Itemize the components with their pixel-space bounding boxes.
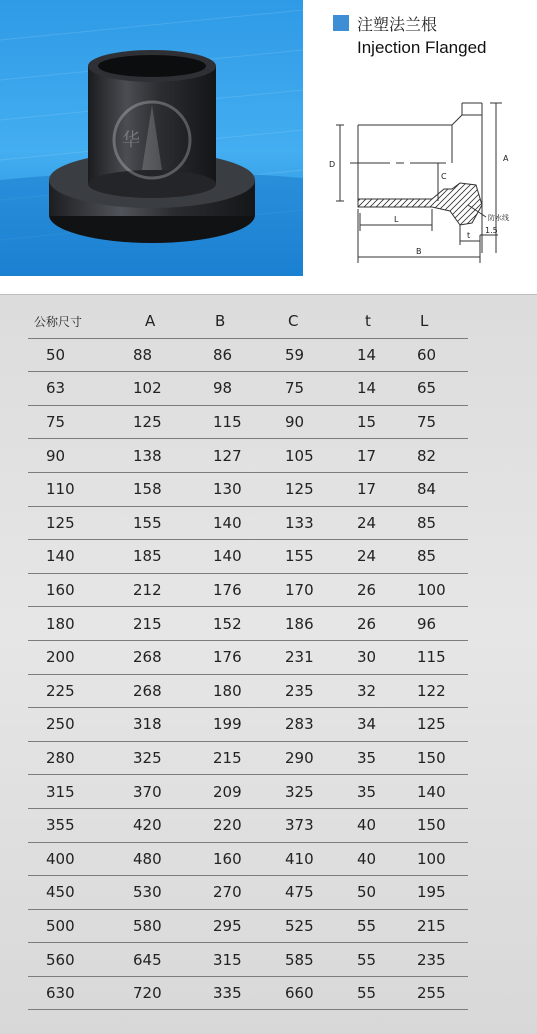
- cell-t: 34: [357, 708, 417, 742]
- cell-t: 17: [357, 472, 417, 506]
- cell-c: 585: [285, 943, 357, 977]
- cell-b: 215: [213, 741, 285, 775]
- cell-l: 235: [417, 943, 468, 977]
- table-row: [28, 876, 468, 910]
- cell-c: 290: [285, 741, 357, 775]
- cell-l: 125: [417, 708, 468, 742]
- cell-a: 215: [133, 607, 213, 641]
- table-body: [28, 338, 468, 1010]
- cell-nominal-size: 450: [28, 876, 133, 910]
- cell-t: 14: [357, 372, 417, 406]
- table-row: [28, 472, 468, 506]
- table-row: [28, 338, 468, 372]
- cell-t: 14: [357, 338, 417, 372]
- cell-c: 125: [285, 472, 357, 506]
- cell-nominal-size: 75: [28, 405, 133, 439]
- technical-diagram: [320, 95, 530, 270]
- table-row: [28, 741, 468, 775]
- cell-nominal-size: 90: [28, 439, 133, 473]
- cell-a: 530: [133, 876, 213, 910]
- waterproof-label: 防水线: [488, 214, 509, 222]
- cell-nominal-size: 500: [28, 909, 133, 943]
- cell-a: 480: [133, 842, 213, 876]
- cell-c: 90: [285, 405, 357, 439]
- cell-a: 185: [133, 540, 213, 574]
- cell-c: 235: [285, 674, 357, 708]
- cell-l: 140: [417, 775, 468, 809]
- cell-c: 410: [285, 842, 357, 876]
- cell-a: 720: [133, 976, 213, 1010]
- cell-l: 215: [417, 909, 468, 943]
- cell-t: 24: [357, 540, 417, 574]
- cell-t: 40: [357, 842, 417, 876]
- cell-b: 209: [213, 775, 285, 809]
- cell-nominal-size: 315: [28, 775, 133, 809]
- cell-nominal-size: 400: [28, 842, 133, 876]
- table-row: [28, 976, 468, 1010]
- cell-t: 55: [357, 909, 417, 943]
- cell-nominal-size: 200: [28, 640, 133, 674]
- cell-c: 59: [285, 338, 357, 372]
- dim-label-1-5: 1.5: [485, 226, 498, 235]
- cell-nominal-size: 140: [28, 540, 133, 574]
- cell-a: 155: [133, 506, 213, 540]
- cell-l: 96: [417, 607, 468, 641]
- cell-t: 30: [357, 640, 417, 674]
- cell-b: 199: [213, 708, 285, 742]
- header-nominal-size: 公称尺寸: [28, 305, 133, 338]
- cell-t: 24: [357, 506, 417, 540]
- table-row: [28, 640, 468, 674]
- table-row: [28, 708, 468, 742]
- cell-l: 100: [417, 573, 468, 607]
- table-row: [28, 439, 468, 473]
- cell-l: 82: [417, 439, 468, 473]
- table-header-row: [28, 305, 468, 338]
- watermark-text: 华: [122, 130, 140, 151]
- cell-t: 35: [357, 775, 417, 809]
- cell-nominal-size: 180: [28, 607, 133, 641]
- cell-t: 32: [357, 674, 417, 708]
- cell-a: 318: [133, 708, 213, 742]
- cell-a: 370: [133, 775, 213, 809]
- cell-a: 268: [133, 674, 213, 708]
- cell-l: 195: [417, 876, 468, 910]
- cell-nominal-size: 225: [28, 674, 133, 708]
- cell-c: 133: [285, 506, 357, 540]
- cell-b: 295: [213, 909, 285, 943]
- header-t: t: [357, 305, 417, 338]
- cell-a: 420: [133, 808, 213, 842]
- cell-nominal-size: 125: [28, 506, 133, 540]
- cell-t: 55: [357, 976, 417, 1010]
- cell-b: 127: [213, 439, 285, 473]
- cell-c: 660: [285, 976, 357, 1010]
- table-row: [28, 372, 468, 406]
- cell-b: 140: [213, 540, 285, 574]
- spec-table: [28, 305, 468, 1010]
- cell-t: 50: [357, 876, 417, 910]
- page-title-cn: 注塑法兰根: [357, 14, 438, 34]
- cell-c: 325: [285, 775, 357, 809]
- table-row: [28, 573, 468, 607]
- cell-nominal-size: 630: [28, 976, 133, 1010]
- table-row: [28, 775, 468, 809]
- cell-nominal-size: 355: [28, 808, 133, 842]
- table-row: [28, 808, 468, 842]
- cell-t: 15: [357, 405, 417, 439]
- cell-b: 220: [213, 808, 285, 842]
- cell-l: 60: [417, 338, 468, 372]
- cell-l: 85: [417, 540, 468, 574]
- header-a: A: [133, 305, 213, 338]
- cell-nominal-size: 250: [28, 708, 133, 742]
- table-row: [28, 909, 468, 943]
- cell-nominal-size: 560: [28, 943, 133, 977]
- cell-l: 255: [417, 976, 468, 1010]
- cell-a: 102: [133, 372, 213, 406]
- cell-t: 55: [357, 943, 417, 977]
- cell-a: 138: [133, 439, 213, 473]
- cell-l: 115: [417, 640, 468, 674]
- cell-l: 122: [417, 674, 468, 708]
- title-block: [333, 10, 486, 58]
- cell-b: 130: [213, 472, 285, 506]
- table-row: [28, 506, 468, 540]
- table-row: [28, 842, 468, 876]
- cell-a: 645: [133, 943, 213, 977]
- cell-c: 170: [285, 573, 357, 607]
- table-row: [28, 607, 468, 641]
- cell-b: 98: [213, 372, 285, 406]
- header-b: B: [213, 305, 285, 338]
- cell-a: 325: [133, 741, 213, 775]
- cell-a: 212: [133, 573, 213, 607]
- table-row: [28, 540, 468, 574]
- header-c: C: [285, 305, 357, 338]
- cell-b: 160: [213, 842, 285, 876]
- cell-a: 158: [133, 472, 213, 506]
- table-row: [28, 943, 468, 977]
- dim-label-t: t: [467, 231, 471, 240]
- cell-nominal-size: 50: [28, 338, 133, 372]
- cell-b: 335: [213, 976, 285, 1010]
- cell-a: 125: [133, 405, 213, 439]
- cell-b: 86: [213, 338, 285, 372]
- cell-b: 176: [213, 573, 285, 607]
- cell-c: 155: [285, 540, 357, 574]
- cell-t: 40: [357, 808, 417, 842]
- cell-t: 26: [357, 607, 417, 641]
- title-cn-row: [333, 10, 486, 36]
- cell-b: 140: [213, 506, 285, 540]
- cell-l: 65: [417, 372, 468, 406]
- spec-table-panel: [0, 294, 537, 1034]
- cell-t: 26: [357, 573, 417, 607]
- title-square-icon: [333, 15, 349, 31]
- cell-b: 180: [213, 674, 285, 708]
- cell-c: 283: [285, 708, 357, 742]
- cell-c: 75: [285, 372, 357, 406]
- cell-b: 176: [213, 640, 285, 674]
- cell-b: 115: [213, 405, 285, 439]
- cell-l: 75: [417, 405, 468, 439]
- cell-b: 270: [213, 876, 285, 910]
- cell-nominal-size: 63: [28, 372, 133, 406]
- cell-c: 475: [285, 876, 357, 910]
- cell-l: 85: [417, 506, 468, 540]
- cell-l: 100: [417, 842, 468, 876]
- cell-l: 150: [417, 741, 468, 775]
- cell-nominal-size: 160: [28, 573, 133, 607]
- dim-label-l: L: [394, 215, 399, 224]
- cell-a: 268: [133, 640, 213, 674]
- cell-c: 231: [285, 640, 357, 674]
- cell-c: 373: [285, 808, 357, 842]
- table-row: [28, 674, 468, 708]
- product-photo: [0, 0, 303, 276]
- cell-nominal-size: 110: [28, 472, 133, 506]
- table-row: [28, 405, 468, 439]
- cell-t: 35: [357, 741, 417, 775]
- cell-b: 152: [213, 607, 285, 641]
- cell-l: 150: [417, 808, 468, 842]
- cell-nominal-size: 280: [28, 741, 133, 775]
- page-title-en: Injection Flanged: [357, 38, 487, 57]
- cell-a: 88: [133, 338, 213, 372]
- cell-c: 105: [285, 439, 357, 473]
- cell-t: 17: [357, 439, 417, 473]
- cell-c: 186: [285, 607, 357, 641]
- cell-a: 580: [133, 909, 213, 943]
- dim-label-d: D: [329, 160, 336, 169]
- dim-label-a: A: [503, 154, 509, 163]
- cell-l: 84: [417, 472, 468, 506]
- header-l: L: [417, 305, 468, 338]
- cell-c: 525: [285, 909, 357, 943]
- cell-b: 315: [213, 943, 285, 977]
- dim-label-b: B: [416, 247, 422, 256]
- dim-label-c: C: [441, 172, 447, 181]
